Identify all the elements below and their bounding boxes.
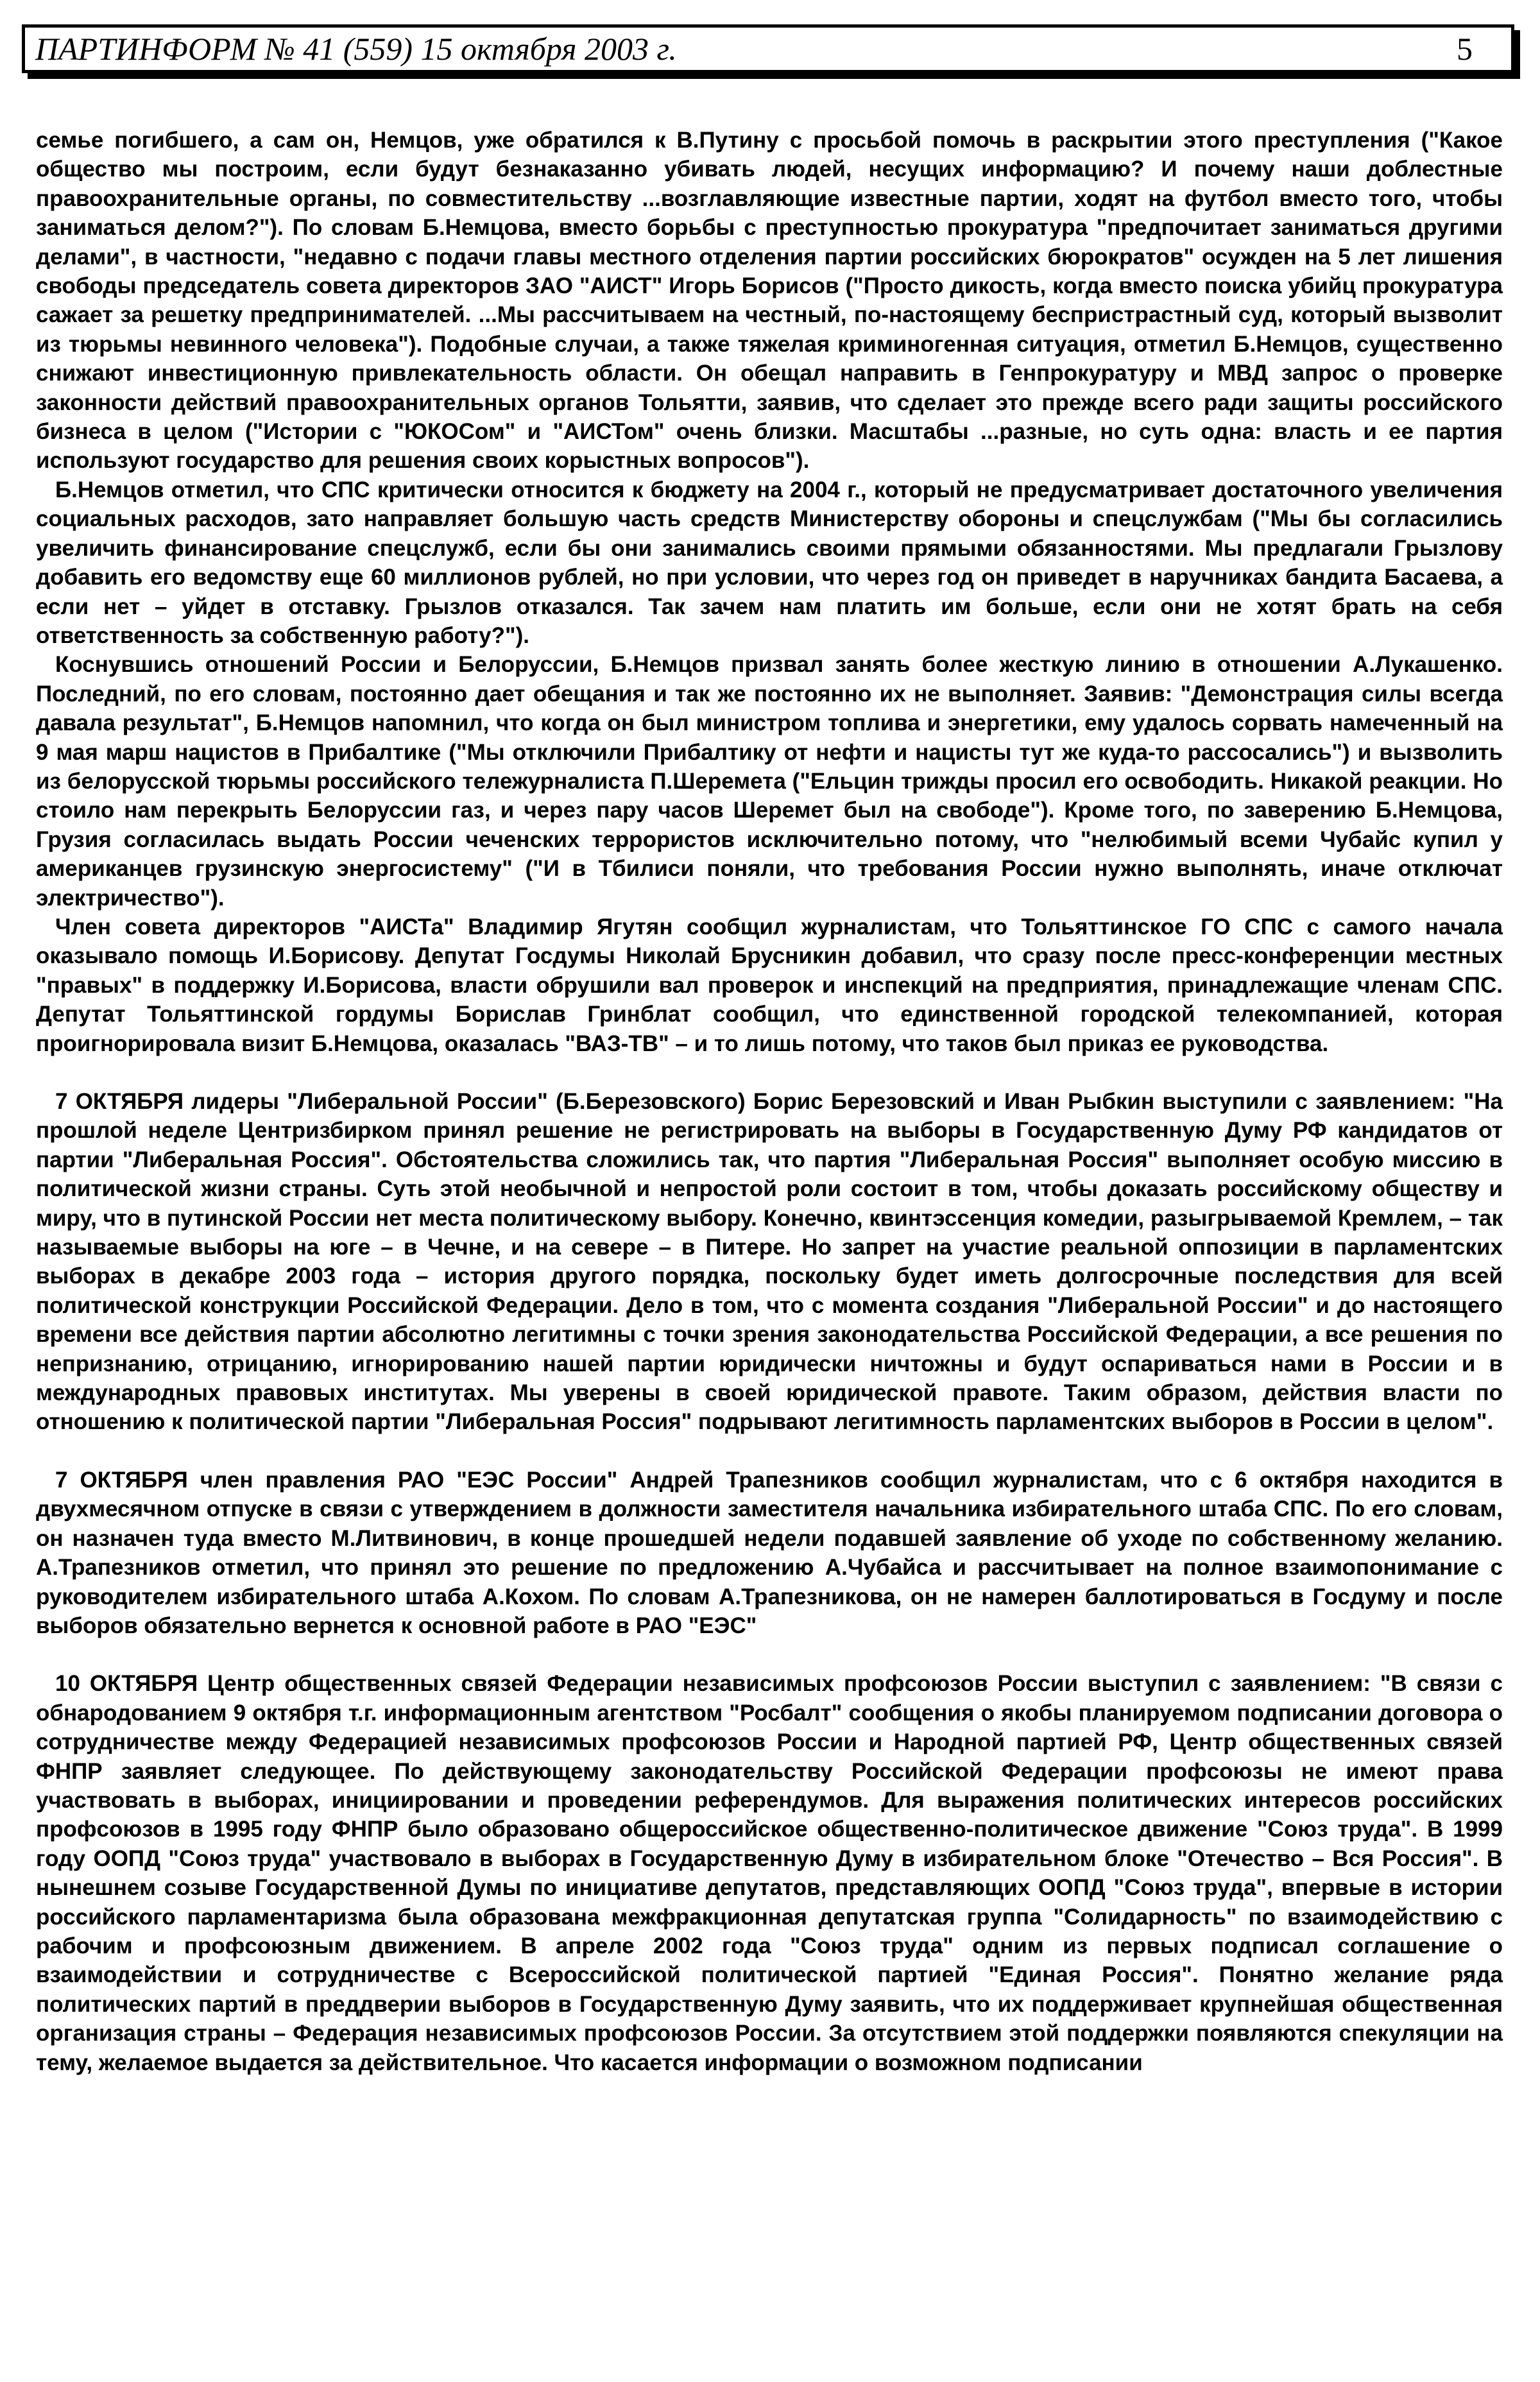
page-header [22, 24, 1514, 73]
paragraph-belarus: Коснувшись отношений России и Белоруссии, Б.Немцов призвал занять более жесткую линию в отношении А.Лукашенко. Последний, по его словам, постоянно дает обещания и так же постоянно их не выполняет. Заявив: "Демонстрация силы всегда давала результат", Б.Немцов напомнил, что когда он был министром топлива и энергетики, ему удалось сорвать намеченный на 9 мая марш нацистов в Прибалтике ("Мы отключили Прибалтику от нефти и нацисты тут же куда-то рассосались") и вызволить из белорусской тюрьмы российского тележурналиста П.Шеремета ("Ельцин трижды просил его освободить. Никакой реакции. Но стоило нам перекрыть Белоруссии газ, и через пару часов Шеремет был на свободе"). Кроме того, по заверению Б.Немцова, Грузия согласилась выдать России чеченских террористов исключительно потому, что "нелюбимый всеми Чубайс купил у американцев грузинскую энергосистему" ("И в Тбилиси поняли, что требования России нужно выполнять, иначе отключат электричество"). [36, 652, 1503, 911]
paragraph-trapeznikov: 7 ОКТЯБРЯ член правления РАО "ЕЭС России" Андрей Трапезников сообщил журналистам, что с 6 октября находится в двухмесячном отпуске в связи с утверждением в должности заместителя начальника избирательного штаба СПС. По его словам, он назначен туда вместо М.Литвинович, в конце прошедшей недели подавшей заявление об уходе по собственному желанию. А.Трапезников отметил, что принял это решение по предложению А.Чубайса и рассчитывает на полное взаимопонимание с руководителем избирательного штаба А.Кохом. По словам А.Трапезникова, он не намерен баллотироваться в Госдуму и после выборов обязательно вернется к основной работе в РАО "ЕЭС" [36, 1467, 1503, 1638]
paragraph-budget: Б.Немцов отметил, что СПС критически относится к бюджету на 2004 г., который не предусматривает достаточного увеличения социальных расходов, зато направляет большую часть средств Министерству обороны и спецслужбам ("Мы бы согласились увеличить финансирование спецслужб, если бы они занимались своими прямыми обязанностями. Мы предлагали Грызлову добавить его ведомству еще 60 миллионов рублей, но при условии, что через год он приведет в наручниках бандита Басаева, а если нет – уйдет в отставку. Грызлов отказался. Так зачем нам платить им больше, если они не хотят брать на себя ответственность за собственную работу?"). [36, 477, 1503, 648]
paragraph-fnpr: 10 ОКТЯБРЯ Центр общественных связей Федерации независимых профсоюзов России выступил с заявлением: "В связи с обнародованием 9 октября т.г. информационным агентством "Росбалт" сообщения о якобы планируемом подписании договора о сотрудничестве между Федерацией независимых профсоюзов России и Народной партией РФ, Центр общественных связей ФНПР заявляет следующее. По действующему законодательству Российской Федерации профсоюзы не имеют права участвовать в выборах, инициировании и проведении референдумов. Для выражения политических интересов российских профсоюзов в 1995 году ФНПР было образовано общероссийское общественно-политическое движение "Союз труда". В 1999 году ООПД "Союз труда" участвовало в выборах в Государственную Думу в избирательном блоке "Отечество – Вся Россия". В нынешнем созыве Государственной Думы по инициативе депутатов, представляющих ООПД "Союз труда", впервые в истории российского парламентаризма была образована межфракционная депутатская группа "Солидарность" по взаимодействию с рабочим и профсоюзным движением. В апреле 2002 года "Союз труда" одним из первых подписал соглашение о взаимодействии и сотрудничестве с Всероссийской политической партией "Единая Россия". Понятно желание ряда политических партий в преддверии выборов в Государственную Думу заявить, что их поддерживает крупнейшая общественная организация страны – Федерация независимых профсоюзов России. За отсутствием этой поддержки появляются спекуляции на тему, желаемое выдается за действительное. Что касается информации о возможном подписании [36, 1671, 1503, 2075]
paragraph-liberal-russia: 7 ОКТЯБРЯ лидеры "Либеральной России" (Б.Березовского) Борис Березовский и Иван Рыбкин выступили с заявлением: "На прошлой неделе Центризбирком принял решение не регистрировать на выборы в Государственную Думу РФ кандидатов от партии "Либеральная Россия". Обстоятельства сложились так, что партия "Либеральная Россия" выполняет особую миссию в политической жизни страны. Суть этой необычной и непростой роли состоит в том, чтобы доказать российскому обществу и миру, что в путинской России нет места политическому выбору. Конечно, квинтэссенция комедии, разыгрываемой Кремлем, – так называемые выборы на юге – в Чечне, и на севере – в Питере. Но запрет на участие реальной оппозиции в парламентских выборах в декабре 2003 года – история другого порядка, поскольку будет иметь долгосрочные последствия для всей политической конструкции Российской Федерации. Дело в том, что с момента создания "Либеральной России" и до настоящего времени все действия партии абсолютно легитимны с точки зрения законодательства Российской Федерации, а все решения по непризнанию, отрицанию, игнорированию нашей партии юридически ничтожны и будут оспариваться нами в России и в международных правовых институтах. Мы уверены в своей юридической правоте. Таким образом, действия власти по отношению к политической партии "Либеральная Россия" подрывают легитимность парламентских выборов в России в целом". [36, 1089, 1503, 1435]
paragraph-aist: Член совета директоров "АИСТа" Владимир Ягутян сообщил журналистам, что Тольяттинское ГО СПС с самого начала оказывало помощь И.Борисову. Депутат Госдумы Николай Брусникин добавил, что сразу после пресс-конференции местных "правых" в поддержку И.Борисова, власти обрушили вал проверок и инспекций на предприятия, принадлежащие членам СПС. Депутат Тольяттинской гордумы Борислав Гринблат сообщил, что единственной городской телекомпанией, которая проигнорировала визит Б.Немцова, оказалась "ВАЗ-ТВ" – и то лишь потому, что таков был приказ ее руководства. [36, 914, 1503, 1056]
page-number: 5 [1457, 31, 1473, 67]
article-body [36, 126, 1503, 2077]
publication-title: ПАРТИНФОРМ № 41 (559) 15 октября 2003 г. [35, 31, 677, 67]
paragraph-continuation: семье погибшего, а сам он, Немцов, уже обратился к В.Путину с просьбой помочь в раскрытии этого преступления ("Какое общество мы построим, если будут безнаказанно убивать людей, несущих информацию? И почему наши доблестные правоохранительные органы, по совместительству ...возглавляющие известные партии, ходят на футбол вместо того, чтобы заниматься делом?"). По словам Б.Немцова, вместо борьбы с преступностью прокуратура "предпочитает заниматься другими делами", в частности, "недавно с подачи главы местного отделения партии российских бюрократов" осужден на 5 лет лишения свободы председатель совета директоров ЗАО "АИСТ" Игорь Борисов ("Просто дикость, когда вместо поиска убийц прокуратура сажает за решетку предпринимателей. ...Мы рассчитываем на честный, по-настоящему беспристрастный суд, который вызволит из тюрьмы невинного человека"). Подобные случаи, а также тяжелая криминогенная ситуация, отметил Б.Немцов, существенно снижают инвестиционную привлекательность области. Он обещал направить в Генпрокуратуру и МВД запрос о проверке законности действий правоохранительных органов Тольятти, заявив, что сделает это прежде всего ради защиты российского бизнеса в целом ("Истории с "ЮКОСом" и "АИСТом" очень близки. Масштабы ...разные, но суть одна: власть и ее партия используют государство для решения своих корыстных вопросов"). [36, 128, 1503, 474]
